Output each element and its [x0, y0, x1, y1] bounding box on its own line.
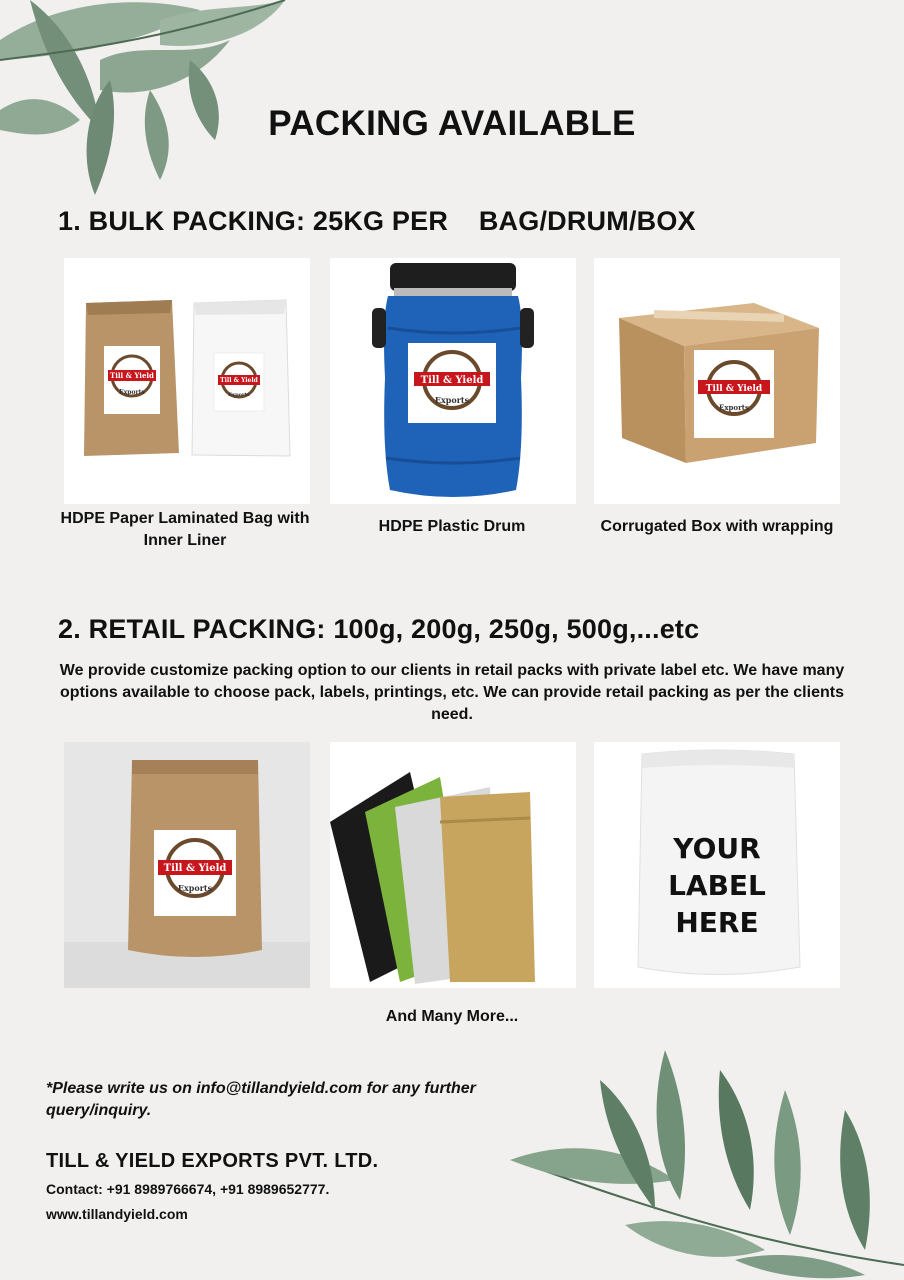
- page-title: PACKING AVAILABLE: [268, 104, 636, 143]
- pouch-logo-line2: Exports: [177, 883, 213, 893]
- more-options-caption: And Many More...: [385, 1008, 519, 1025]
- leaf-decoration-bottom: [505, 1050, 904, 1280]
- label-line-3: HERE: [675, 906, 759, 939]
- bag2-logo-line1: Till & Yield: [220, 377, 258, 384]
- bag-logo-line2: Exports: [119, 389, 145, 396]
- drum-logo-line1: Till & Yield: [420, 375, 484, 386]
- foil-pouches-image: [330, 742, 576, 988]
- bag2-logo-line2: Exports: [228, 392, 250, 398]
- plastic-drum-image: [330, 258, 576, 504]
- company-name: TILL & YIELD EXPORTS PVT. LTD.: [46, 1150, 379, 1172]
- box-logo-line1: Till & Yield: [705, 384, 763, 394]
- retail-packing-heading: 2. RETAIL PACKING: 100g, 200g, 250g, 500g,...etc: [58, 614, 700, 644]
- inquiry-note: *Please write us on info@tillandyield.com for any further query/inquiry.: [46, 1080, 476, 1119]
- kraft-pouch-image: [64, 742, 310, 988]
- drum-logo-line2: Exports: [434, 395, 470, 405]
- retail-description: We provide customize packing option to our clients in retail packs with private label etc. We have many options available to choose pack, labels, printings, etc. We can provide retail packing as per the clients need.: [59, 662, 845, 723]
- corrugated-box-image: [594, 258, 840, 504]
- white-pouch-image: [594, 742, 840, 988]
- drum-caption: HDPE Plastic Drum: [378, 518, 526, 535]
- paper-bag-image: [64, 258, 310, 504]
- bulk-packing-heading: 1. BULK PACKING: 25KG PER BAG/DRUM/BOX: [58, 206, 696, 236]
- bag-logo-line1: Till & Yield: [110, 371, 154, 380]
- label-line-1: YOUR: [673, 832, 761, 865]
- bag-caption: HDPE Paper Laminated Bag with Inner Liner: [60, 510, 310, 549]
- pouch-logo-line1: Till & Yield: [163, 863, 227, 874]
- label-line-2: LABEL: [668, 869, 766, 902]
- contact-numbers: Contact: +91 8989766674, +91 8989652777.: [46, 1181, 330, 1197]
- box-caption: Corrugated Box with wrapping: [600, 518, 834, 535]
- box-logo-line2: Exports: [719, 403, 749, 412]
- website-link[interactable]: www.tillandyield.com: [46, 1206, 188, 1222]
